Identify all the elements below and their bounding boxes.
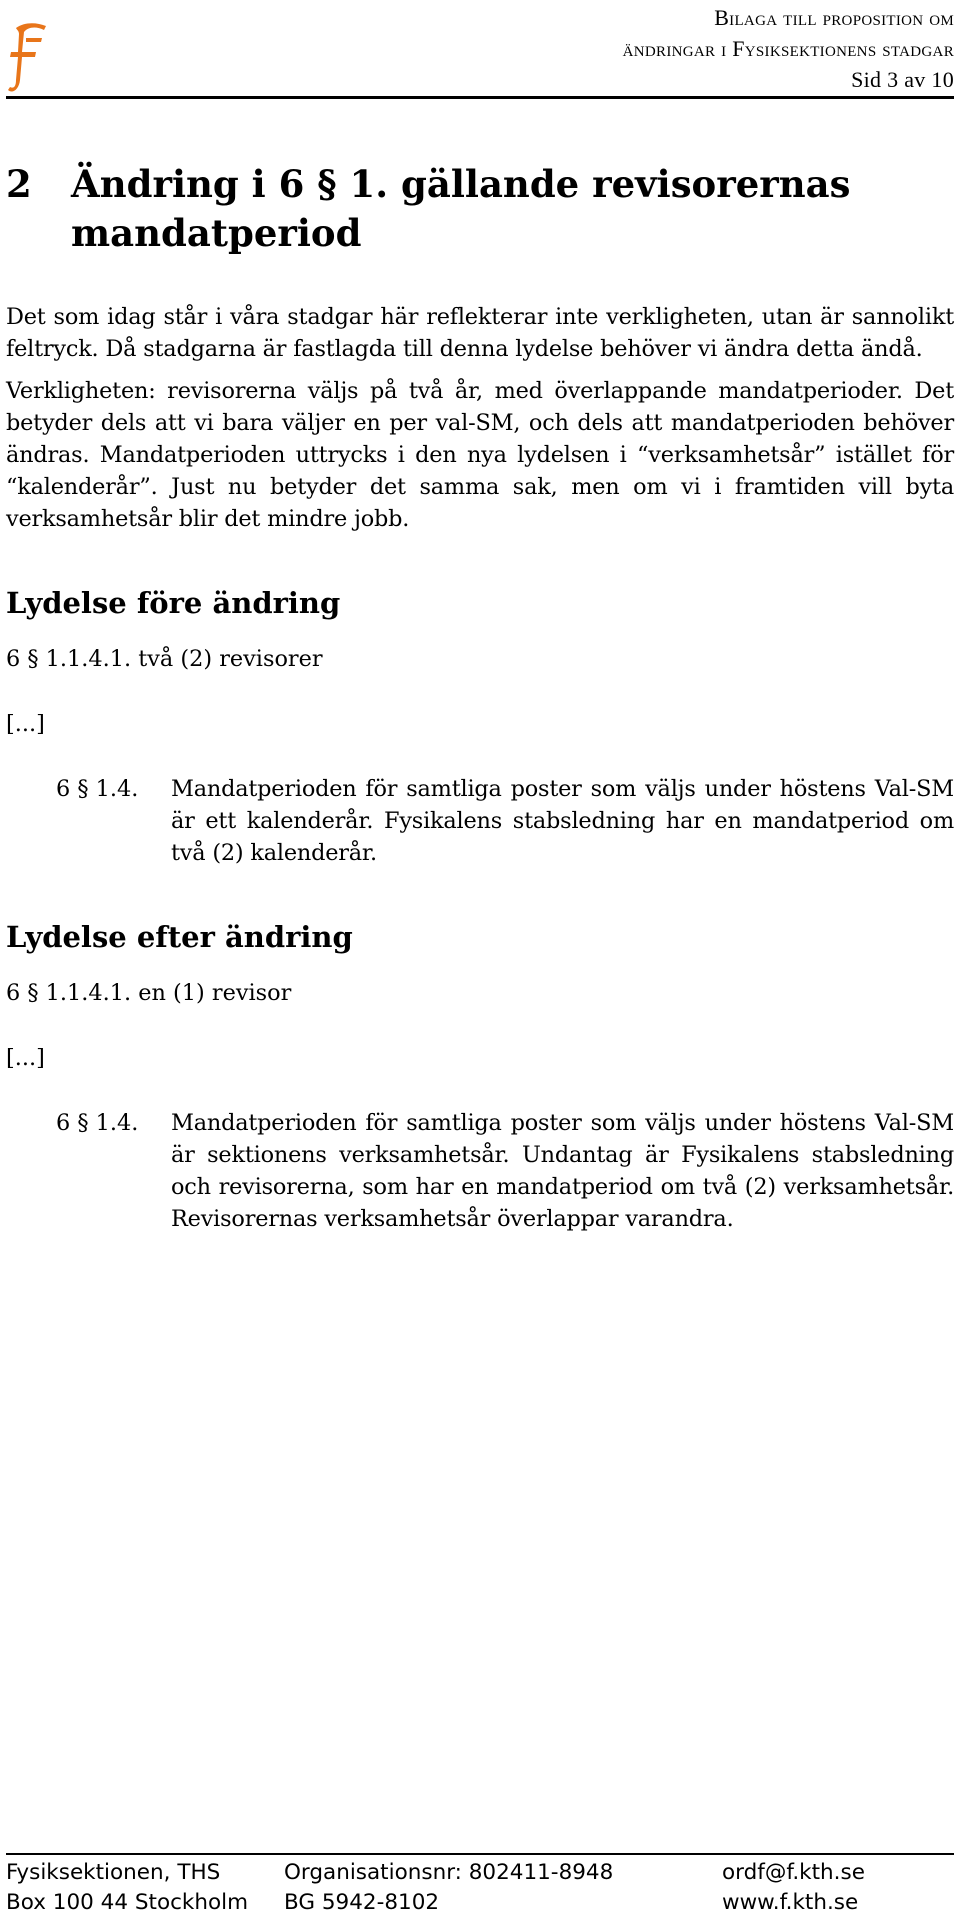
header-title-line1: Bilaga till proposition om bbox=[714, 5, 954, 30]
before-clause-number: 6 § 1.4. bbox=[56, 776, 139, 802]
header-rule bbox=[6, 96, 954, 99]
footer-contact-column bbox=[722, 1858, 865, 1918]
section-title: Ändring i 6 § 1. gällande revisorernas mandatperiod bbox=[71, 162, 851, 255]
footer-web-link[interactable]: www.f.kth.se bbox=[722, 1890, 859, 1915]
after-clause bbox=[6, 1107, 954, 1235]
after-clause-number: 6 § 1.4. bbox=[56, 1110, 139, 1136]
page-content bbox=[6, 160, 954, 1235]
before-clause bbox=[6, 773, 954, 869]
header-title-line2: ändringar i Fysiksektionens stadgar bbox=[622, 36, 954, 61]
footer-address: Box 100 44 Stockholm bbox=[6, 1890, 249, 1915]
heading-after-change: Lydelse efter ändring bbox=[6, 920, 353, 954]
footer-registration-column bbox=[284, 1858, 613, 1918]
footer-org-name: Fysiksektionen, THS bbox=[6, 1860, 221, 1885]
page-header bbox=[0, 0, 960, 100]
before-clause-text: Mandatperioden för samtliga poster som väljs under höstens Val-SM är ett kalenderår. Fysikalens stabsledning har en mandatperiod om två (2) kalenderår. bbox=[171, 776, 954, 866]
before-rule-line: 6 § 1.1.4.1. två (2) revisorer bbox=[6, 646, 323, 672]
after-rule-line: 6 § 1.1.4.1. en (1) revisor bbox=[6, 980, 292, 1006]
fysiksektionen-logo-icon bbox=[6, 18, 54, 98]
page-number: Sid 3 av 10 bbox=[851, 67, 954, 92]
footer-rule bbox=[6, 1853, 954, 1855]
section-heading bbox=[6, 160, 954, 258]
footer-email-link[interactable]: ordf@f.kth.se bbox=[722, 1860, 865, 1885]
heading-before-change: Lydelse före ändring bbox=[6, 586, 341, 620]
footer-bankgiro: BG 5942-8102 bbox=[284, 1890, 440, 1915]
intro-paragraph: Det som idag står i våra stadgar här reflekterar inte verkligheten, utan är sannolikt feltryck. Då stadgarna är fastlagda till denna lydelse behöver vi ändra detta ändå. bbox=[6, 304, 954, 362]
after-ellipsis: [...] bbox=[6, 1045, 45, 1071]
document-title bbox=[623, 2, 954, 95]
reality-paragraph: Verkligheten: revisorerna väljs på två år, med överlappande mandatperioder. Det betyder dels att vi bara väljer en per val-SM, och dels att mandatperioden behöver ändras. Mandatperioden uttrycks i den nya lydelsen i “verksamhetsår” istället för “kalenderår”. Just nu betyder det samma sak, men om vi i framtiden vill byta verksamhetsår blir det mindre jobb. bbox=[6, 378, 954, 532]
footer-org-number: Organisationsnr: 802411-8948 bbox=[284, 1860, 614, 1885]
footer-org-column bbox=[6, 1858, 248, 1918]
before-ellipsis: [...] bbox=[6, 711, 45, 737]
section-number: 2 bbox=[6, 162, 32, 206]
after-clause-text: Mandatperioden för samtliga poster som väljs under höstens Val-SM är sektionens verksamhetsår. Undantag är Fysikalens stabsledning och revisorerna, som har en mandatperiod om två (2) verksamhetsår. Revisorernas verksamhetsår överlappar varandra. bbox=[171, 1110, 954, 1232]
